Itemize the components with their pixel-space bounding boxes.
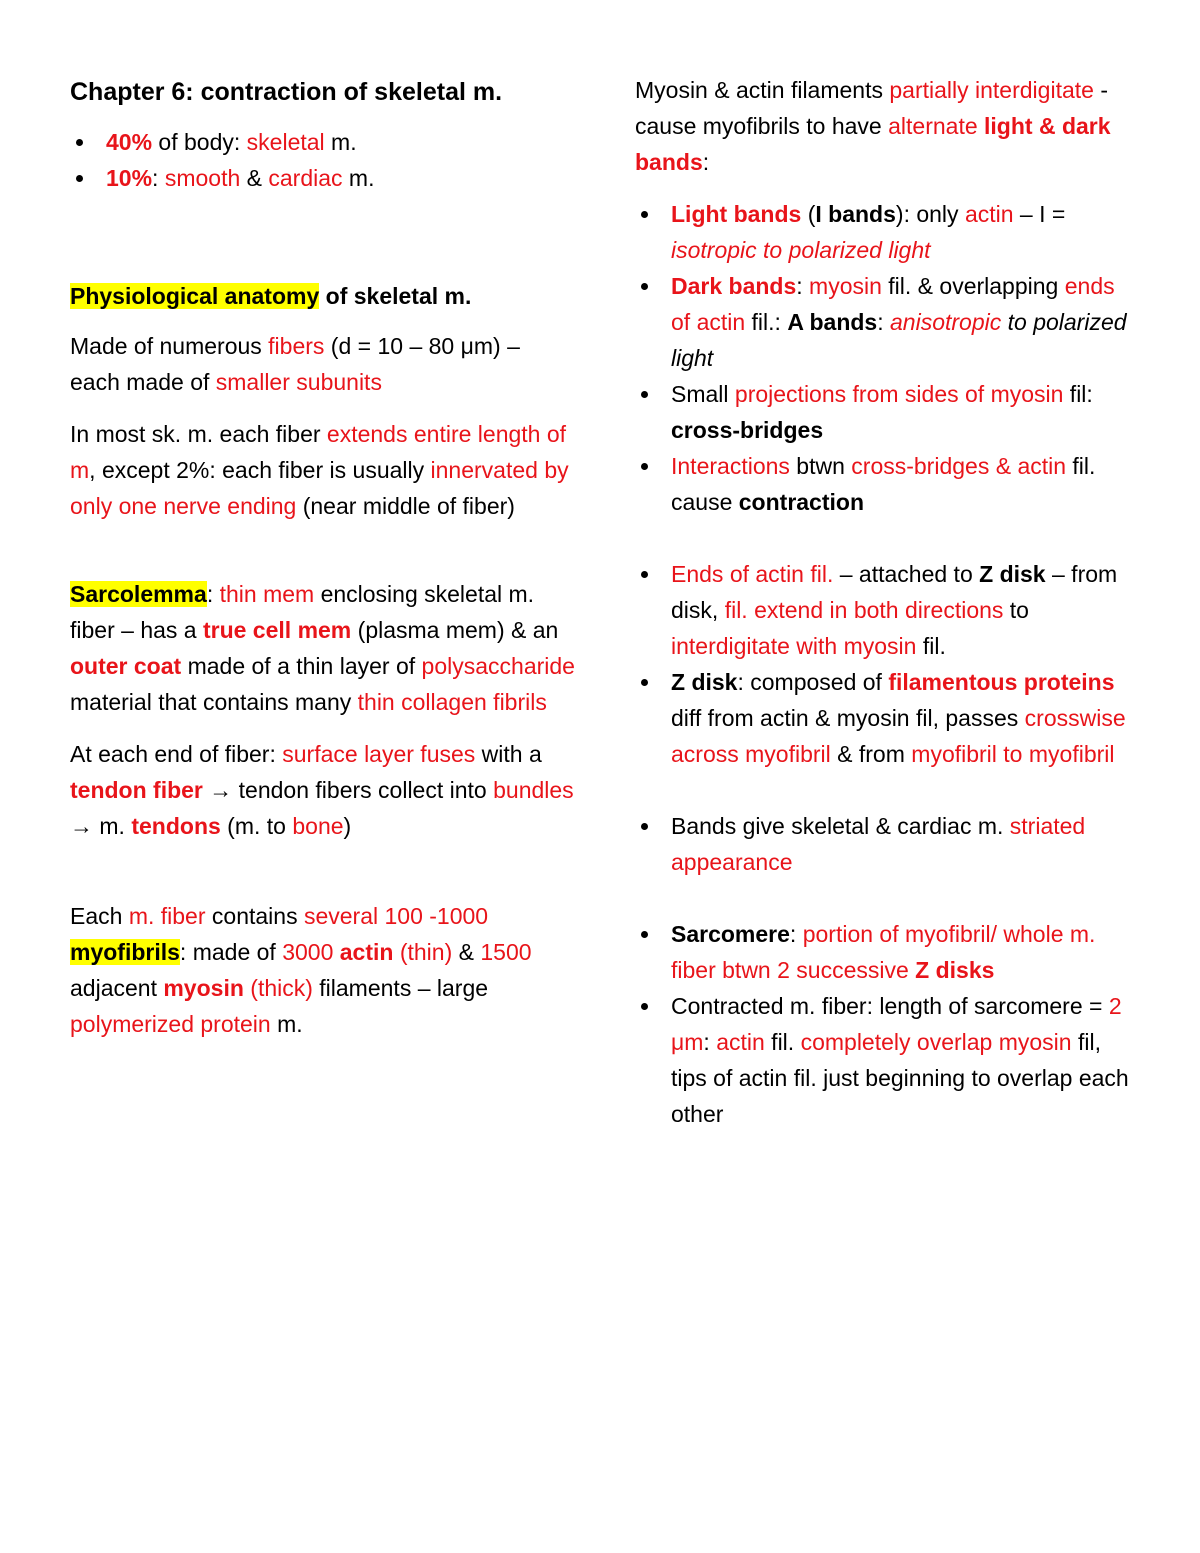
text-run: : [152,165,165,191]
text-run: cardiac [268,165,343,191]
text-run: outer coat [70,653,182,679]
text-run: tendon fiber [70,777,203,803]
right-column [635,72,1135,1132]
text-run: light & dark bands [635,113,1111,175]
text-run: A bands [787,309,878,335]
text-run: to polarized light [671,309,1127,371]
paragraph-myofibrils [70,898,575,1042]
text-run: : [206,581,220,607]
text-run: interdigitate with myosin [671,633,917,659]
text-run: fil: [1063,381,1093,407]
text-run: , except 2%: each fiber is usually [89,457,431,483]
text-run: projections from sides of myosin [734,381,1064,407]
text-run: – I = [1013,201,1066,227]
text-run: Made of numerous [70,333,269,359]
text-run: actin [964,201,1014,227]
body-percent-list [70,124,575,196]
text-run: skeletal [246,129,325,155]
list-item [70,124,575,160]
text-run: actin [339,939,394,965]
text-run: Dark bands [671,273,797,299]
text-run: (m. to [220,813,293,839]
text-run: Z disk [671,669,738,695]
text-run: I bands [815,201,896,227]
text-run: myofibrils [70,939,180,965]
text-run: thin mem [219,581,315,607]
text-run: & [240,165,269,191]
striated-list [635,808,1135,880]
paragraph-innervation [70,416,575,524]
text-run: myofibril to myofibril [911,741,1115,767]
text-run: filamentous proteins [888,669,1115,695]
list-item [635,916,1135,988]
text-run: actin [716,1029,765,1055]
text-run: fibers [268,333,325,359]
paragraph-fibers [70,328,575,400]
list-item [635,808,1135,880]
text-run: Light bands [671,201,802,227]
text-run: : [702,149,710,175]
text-run: m. [324,129,357,155]
text-run: Z disk [979,561,1046,587]
text-run: Ends of actin fil. [671,561,834,587]
text-run: isotropic to polarized light [671,237,931,263]
text-run: : [703,1029,717,1055]
text-run: made of a thin layer of [181,653,422,679]
list-item [70,160,575,196]
chapter-title: Chapter 6: contraction of skeletal m. [70,78,503,106]
list-item [635,268,1135,376]
text-run: bundles [493,777,574,803]
text-run: (d = 10 – 80 μm) – each made of [70,333,520,395]
text-run: bone [292,813,344,839]
text-run: material that contains many [70,689,358,715]
text-run: – from disk, [671,561,1118,623]
text-run: : made of [179,939,283,965]
text-run: alternate [888,113,985,139]
list-item [635,664,1135,772]
text-run: completely overlap myosin [800,1029,1072,1055]
text-run: : [789,921,803,947]
text-run: m. [342,165,375,191]
text-run: crosswise across myofibril [671,705,1126,767]
text-run: contraction [738,489,864,515]
text-run: (near middle of fiber) [296,493,515,519]
text-run: diff from actin & myosin fil, passes [671,705,1025,731]
left-column [70,72,575,1058]
text-run: extends entire length of m [70,421,567,483]
list-item [635,988,1135,1132]
text-run: of skeletal m. [319,283,472,309]
text-run: 2 μm [671,993,1122,1055]
text-run: (thin) [393,939,453,965]
text-run: btwn [789,453,852,479]
text-run: ): only [895,201,965,227]
list-item [635,196,1135,268]
text-run: 10% [106,165,153,191]
text-run: Bands give skeletal & cardiac m. [671,813,1010,839]
text-run: (plasma mem) & an [351,617,559,643]
text-run: m. [270,1011,303,1037]
text-run: adjacent [70,975,164,1001]
text-run: fil.: [745,309,788,335]
text-run: : [796,273,810,299]
text-run: filaments – large [312,975,489,1001]
z-disk-list [635,556,1135,772]
text-run: Sarcolemma [70,581,207,607]
text-run: myosin [163,975,244,1001]
text-run: 3000 [282,939,334,965]
list-item [635,556,1135,664]
text-run: Contracted m. fiber: length of sarcomere = [671,993,1109,1019]
text-run: Interactions [671,453,790,479]
text-run: Small [671,381,735,407]
paragraph-sarcolemma [70,576,575,720]
text-run: fil. [764,1029,801,1055]
text-run: Sarcomere [671,921,790,947]
text-run: : [877,309,890,335]
text-run: – attached to [833,561,980,587]
text-run: fil. [916,633,946,659]
text-run: cross-bridges & actin [851,453,1067,479]
text-run: m. fiber [128,903,206,929]
text-run: polymerized protein [70,1011,271,1037]
text-run: true cell mem [202,617,352,643]
text-run: cross-bridges [671,417,824,443]
text-run: → tendon fibers collect into [202,777,494,803]
sarcomere-list [635,916,1135,1132]
text-run: Each [70,903,129,929]
text-run: enclosing skeletal m. fiber – has a [70,581,535,643]
text-run: 40% [106,129,153,155]
text-run: Physiological anatomy [70,283,320,309]
bands-list [635,196,1135,520]
text-run: smaller subunits [215,369,382,395]
list-item [635,376,1135,448]
text-run: ) [343,813,352,839]
text-run: fil. cause [671,453,1096,515]
section-heading [70,278,575,314]
text-run: polysaccharide [421,653,575,679]
text-run: thin collagen fibrils [357,689,547,715]
text-run: : composed of [737,669,889,695]
text-run: & from [830,741,912,767]
text-run: partially interdigitate [889,77,1094,103]
text-run: (thick) [243,975,313,1001]
paragraph-tendon [70,736,575,844]
text-run: with a [475,741,542,767]
text-run: myosin [809,273,882,299]
text-run: & [452,939,481,965]
text-run: fil. extend in both directions [724,597,1004,623]
text-run: contains [205,903,304,929]
text-run: several 100 -1000 [303,903,489,929]
text-run: ( [801,201,816,227]
text-run: - cause myofibrils to have [635,77,1108,139]
text-run: 1500 [480,939,532,965]
text-run: At each end of fiber: [70,741,283,767]
list-item [635,448,1135,520]
text-run: Z disks [915,957,995,983]
text-run: tendons [131,813,221,839]
text-run: anisotropic [890,309,1002,335]
text-run: → m. [70,813,132,839]
text-run: fil, tips of actin fil. just beginning to overlap each other [671,1029,1129,1127]
text-run: striated appearance [671,813,1086,875]
text-run: surface layer fuses [282,741,476,767]
text-run: innervated by only one nerve ending [70,457,569,519]
text-run: ends of actin [671,273,1115,335]
text-run: Myosin & actin filaments [635,77,890,103]
text-run: portion of myofibril/ whole m. fiber btwn 2 successive [671,921,1096,983]
text-run: smooth [164,165,241,191]
text-run: In most sk. m. each fiber [70,421,327,447]
text-run: to [1003,597,1029,623]
text-run: fil. & overlapping [881,273,1065,299]
text-run: of body: [152,129,247,155]
paragraph-bands-intro [635,72,1135,180]
